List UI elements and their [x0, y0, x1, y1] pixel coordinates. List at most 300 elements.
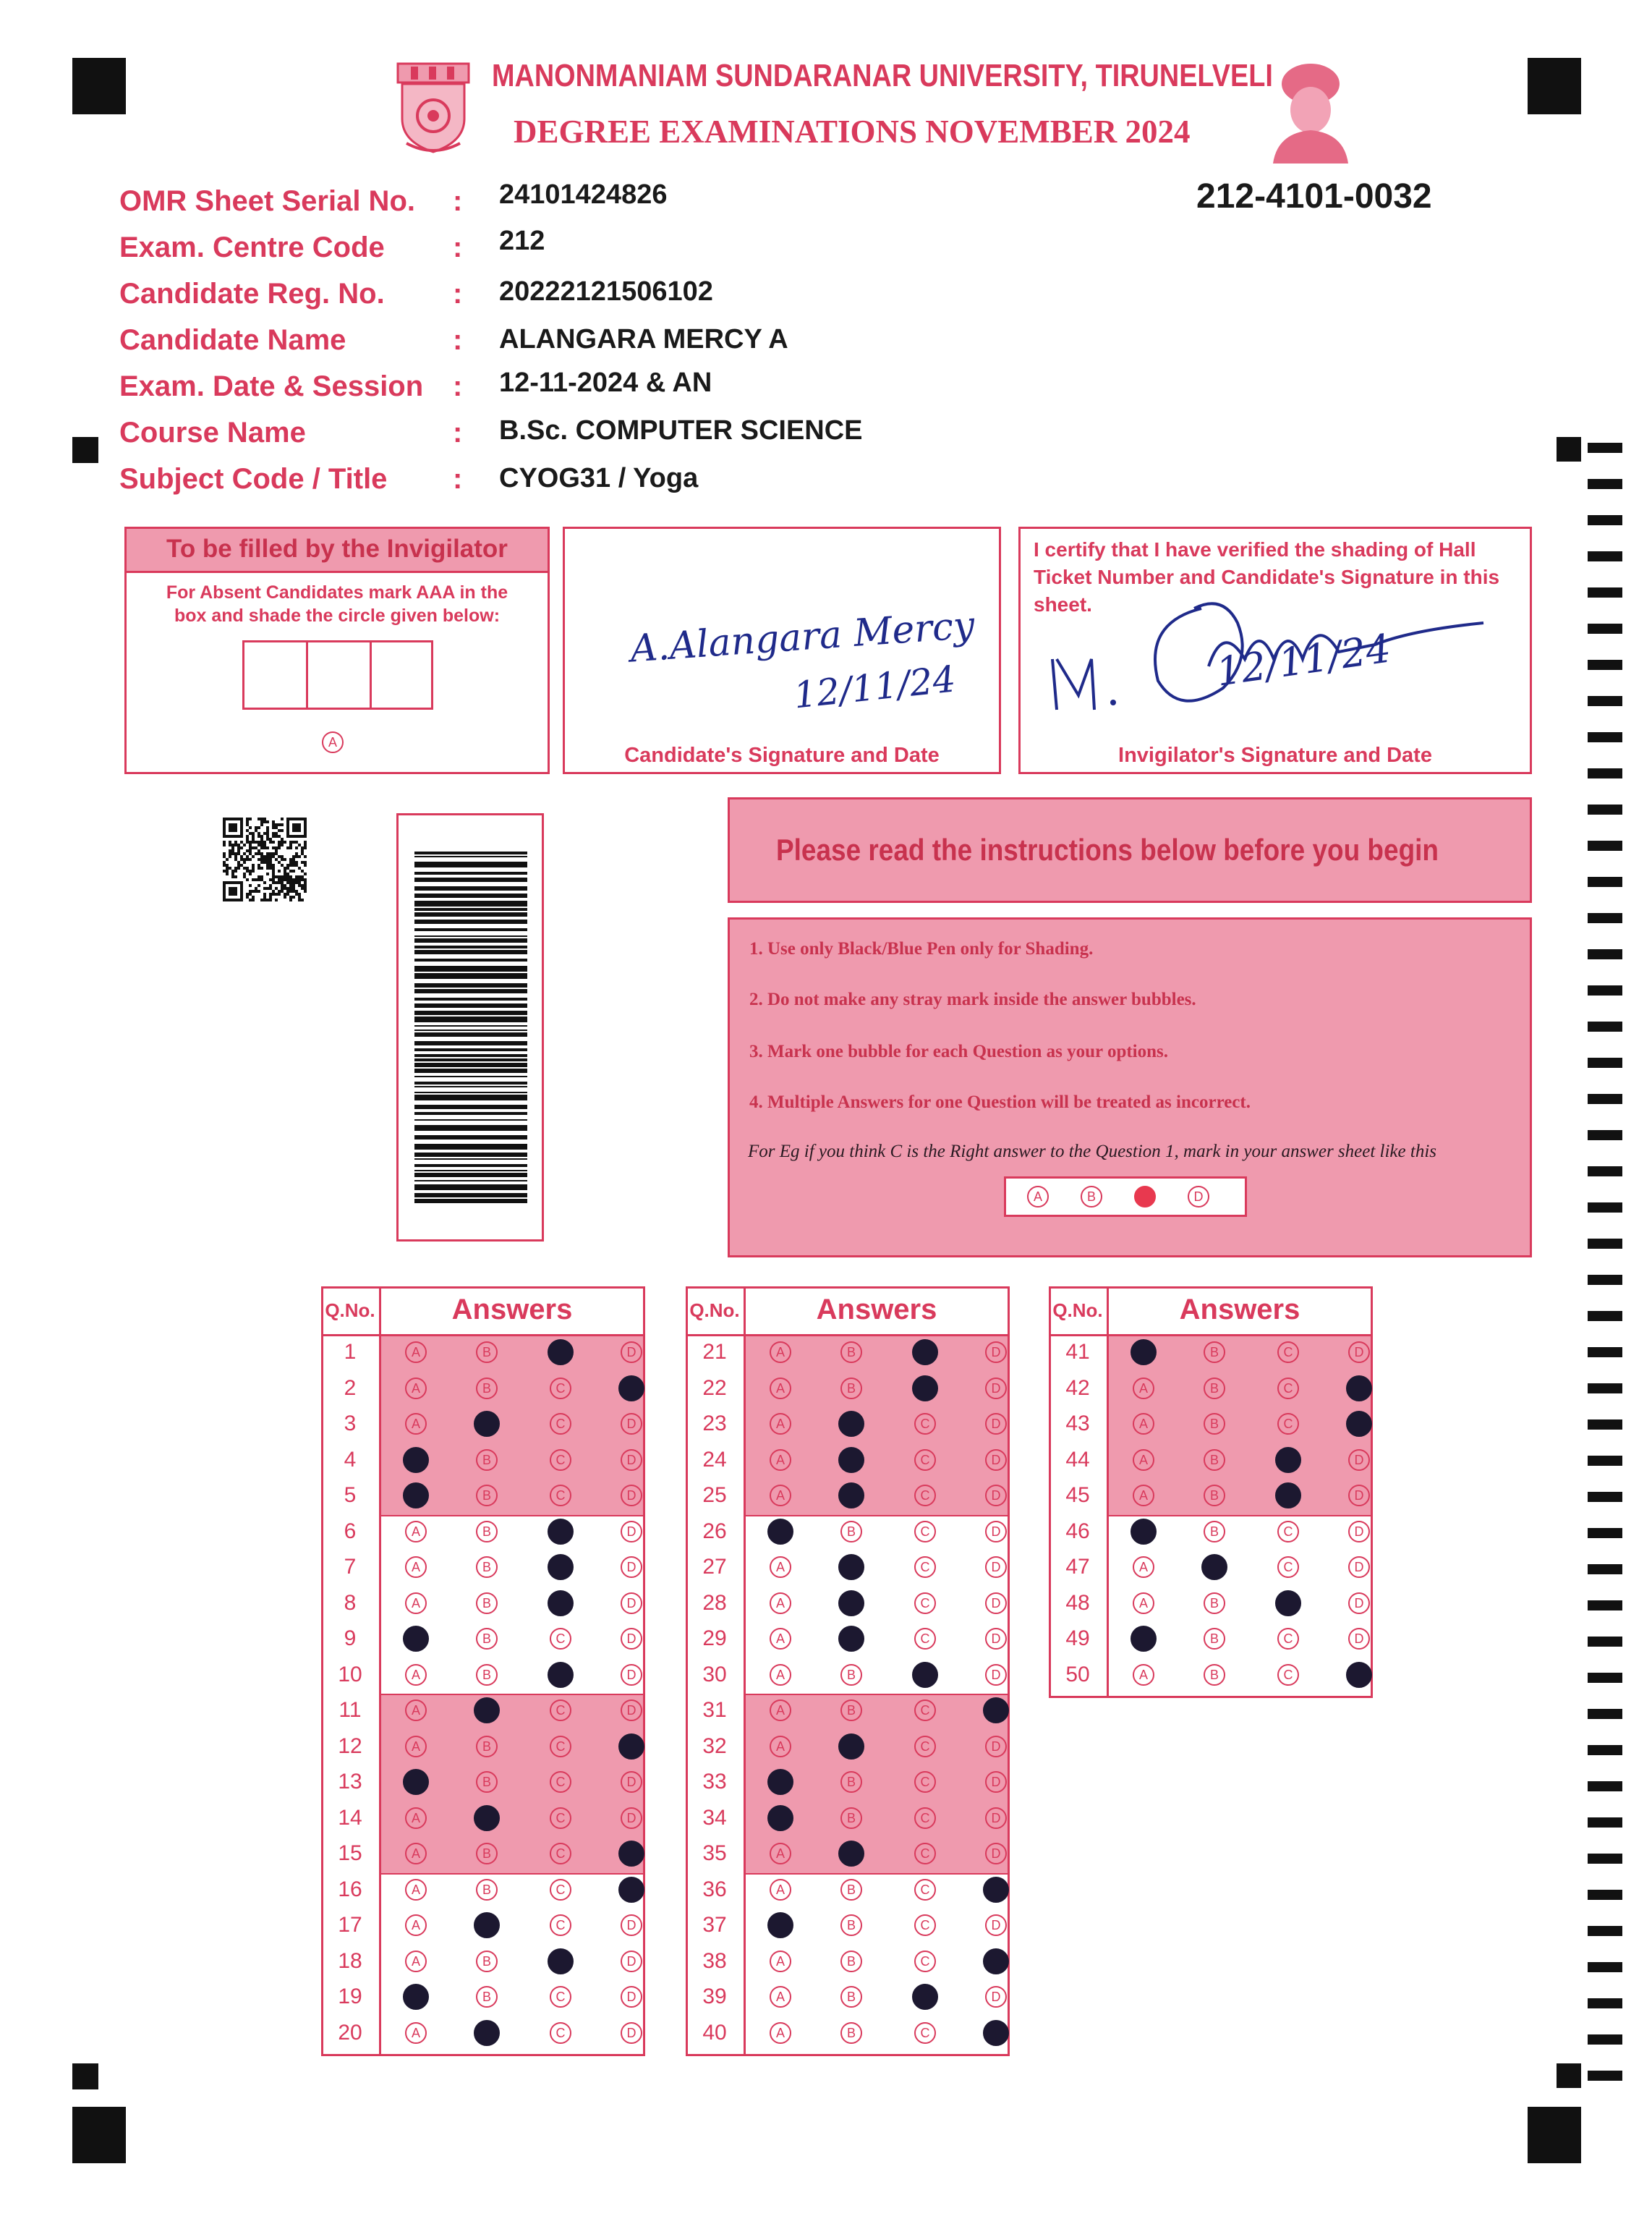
- answer-bubble-b[interactable]: B: [476, 1449, 498, 1471]
- question-number: 47: [1065, 1555, 1090, 1579]
- timing-mark: [1588, 1709, 1622, 1719]
- invigilator-box-title: To be filled by the Invigilator: [166, 535, 508, 563]
- field-value-date-session: 12-11-2024 & AN: [499, 368, 712, 398]
- question-number: 46: [1065, 1519, 1090, 1543]
- answer-bubble-d[interactable]: D: [621, 1449, 642, 1471]
- instructions-title: Please read the instructions below before you begin: [776, 833, 1439, 867]
- answer-bubble-b[interactable]: [474, 1411, 500, 1437]
- answer-bubble-b[interactable]: B: [1204, 1341, 1225, 1363]
- registration-mark-right-top: [1557, 437, 1581, 462]
- answer-bubble-b[interactable]: B: [840, 1914, 862, 1936]
- answer-bubble-b[interactable]: B: [840, 1807, 862, 1829]
- answer-bubble-c[interactable]: [1275, 1590, 1301, 1616]
- answer-bubble-a[interactable]: A: [1133, 1485, 1154, 1506]
- timing-mark: [1588, 515, 1622, 525]
- answer-bubble-d[interactable]: D: [1348, 1341, 1370, 1363]
- answer-bubble-c[interactable]: C: [1277, 1556, 1299, 1578]
- field-value-centre: 212: [499, 226, 545, 256]
- answer-bubble-d[interactable]: D: [985, 1986, 1007, 2008]
- timing-mark: [1588, 479, 1622, 489]
- answer-bubble-c[interactable]: C: [1277, 1341, 1299, 1363]
- timing-mark: [1588, 1383, 1622, 1393]
- answer-bubble-a[interactable]: A: [405, 1807, 427, 1829]
- answer-bubble-b[interactable]: B: [476, 1628, 498, 1650]
- field-label-date-session: Exam. Date & Session: [119, 370, 424, 402]
- timing-mark: [1588, 1745, 1622, 1755]
- answer-bubble-c[interactable]: [548, 1662, 574, 1688]
- answer-bubble-a[interactable]: A: [405, 1556, 427, 1578]
- answer-bubble-a[interactable]: A: [1133, 1378, 1154, 1399]
- answer-bubble-b[interactable]: B: [476, 1592, 498, 1614]
- answer-bubble-b[interactable]: B: [840, 1986, 862, 2008]
- answer-bubble-d[interactable]: D: [985, 1449, 1007, 1471]
- answer-bubble-c[interactable]: C: [1277, 1628, 1299, 1650]
- answer-bubble-c[interactable]: [1275, 1447, 1301, 1473]
- answer-bubble-c[interactable]: [912, 1375, 938, 1401]
- header-divider: [686, 1334, 1010, 1336]
- answer-bubble-a[interactable]: [1131, 1339, 1157, 1365]
- answer-bubble-d[interactable]: [618, 1841, 644, 1867]
- answer-bubble-b[interactable]: [838, 1482, 864, 1508]
- answer-bubble-c[interactable]: C: [914, 1521, 936, 1542]
- question-number: 33: [702, 1770, 727, 1794]
- timing-mark: [1588, 1492, 1622, 1502]
- answer-bubble-d[interactable]: D: [621, 1521, 642, 1542]
- answer-bubble-b[interactable]: B: [476, 1521, 498, 1542]
- answer-bubble-b[interactable]: B: [1204, 1378, 1225, 1399]
- answer-bubble-c[interactable]: C: [914, 1699, 936, 1721]
- answer-bubble-a[interactable]: [767, 1519, 793, 1545]
- answer-bubble-c[interactable]: C: [1277, 1521, 1299, 1542]
- answer-bubble-b[interactable]: B: [840, 2022, 862, 2044]
- field-label-centre: Exam. Centre Code: [119, 232, 385, 263]
- instruction-example: For Eg if you think C is the Right answer to the Question 1, mark in your answer sheet like this: [748, 1142, 1436, 1161]
- answer-bubble-c[interactable]: C: [550, 1378, 571, 1399]
- field-value-serial: 24101424826: [499, 179, 668, 210]
- answer-bubble-d[interactable]: D: [985, 1771, 1007, 1793]
- answer-bubble-b[interactable]: [1201, 1554, 1227, 1580]
- answer-bubble-c[interactable]: C: [914, 1736, 936, 1757]
- answer-bubble-d[interactable]: D: [985, 1413, 1007, 1435]
- answer-bubble-c[interactable]: C: [550, 1807, 571, 1829]
- answer-bubble-a[interactable]: [767, 1805, 793, 1831]
- answer-bubble-a[interactable]: A: [405, 1341, 427, 1363]
- answer-bubble-b[interactable]: B: [476, 1664, 498, 1686]
- instruction-2: 2. Do not make any stray mark inside the answer bubbles.: [749, 990, 1196, 1009]
- answer-bubble-d[interactable]: D: [985, 1628, 1007, 1650]
- answer-bubble-c[interactable]: [912, 1339, 938, 1365]
- answer-bubble-b[interactable]: B: [840, 1664, 862, 1686]
- qno-header: Q.No.: [325, 1299, 375, 1321]
- answer-bubble-c[interactable]: [548, 1339, 574, 1365]
- answer-bubble-d[interactable]: [618, 1375, 644, 1401]
- answer-bubble-b[interactable]: B: [1204, 1664, 1225, 1686]
- answer-bubble-c[interactable]: C: [550, 1413, 571, 1435]
- answer-bubble-c[interactable]: [912, 1984, 938, 2010]
- answer-bubble-b[interactable]: [838, 1626, 864, 1652]
- answer-bubble-a[interactable]: A: [770, 1879, 791, 1901]
- timing-mark: [1588, 1564, 1622, 1574]
- answer-bubble-d[interactable]: D: [1348, 1449, 1370, 1471]
- group-divider: [744, 1515, 1010, 1516]
- exam-title: DEGREE EXAMINATIONS NOVEMBER 2024: [514, 114, 1191, 150]
- answer-bubble-b[interactable]: B: [840, 1879, 862, 1901]
- candidate-signature-caption: Candidate's Signature and Date: [624, 744, 940, 767]
- answer-bubble-a[interactable]: A: [405, 1879, 427, 1901]
- timing-mark: [1588, 2071, 1622, 2081]
- answer-bubble-d[interactable]: D: [621, 1592, 642, 1614]
- answer-bubble-d[interactable]: D: [621, 1664, 642, 1686]
- answer-bubble-d[interactable]: D: [621, 1556, 642, 1578]
- timing-mark: [1588, 1094, 1622, 1104]
- answer-bubble-a[interactable]: A: [770, 1556, 791, 1578]
- candidate-signature-box: [563, 527, 1001, 774]
- answer-bubble-b[interactable]: B: [476, 1771, 498, 1793]
- answer-bubble-c[interactable]: C: [550, 1485, 571, 1506]
- answer-bubble-d[interactable]: D: [1348, 1556, 1370, 1578]
- answer-bubble-b[interactable]: B: [1204, 1449, 1225, 1471]
- answer-bubble-a[interactable]: A: [770, 1699, 791, 1721]
- timing-mark: [1588, 1673, 1622, 1683]
- answer-bubble-b[interactable]: B: [476, 1843, 498, 1864]
- question-number: 4: [344, 1447, 357, 1472]
- answer-bubble-b[interactable]: B: [476, 1736, 498, 1757]
- instruction-1: 1. Use only Black/Blue Pen only for Shading.: [749, 939, 1094, 959]
- answer-bubble-a[interactable]: A: [405, 1521, 427, 1542]
- answer-bubble-c[interactable]: [548, 1590, 574, 1616]
- question-number: 32: [702, 1733, 727, 1758]
- answer-bubble-d[interactable]: D: [621, 1341, 642, 1363]
- field-colon: :: [453, 232, 463, 263]
- answer-bubble-a[interactable]: A: [1133, 1449, 1154, 1471]
- example-bubble-d: D: [1188, 1186, 1209, 1208]
- timing-mark: [1588, 732, 1622, 742]
- absent-bubble[interactable]: A: [322, 731, 344, 753]
- answer-bubble-d[interactable]: D: [985, 1592, 1007, 1614]
- answer-bubble-b[interactable]: B: [476, 1378, 498, 1399]
- answer-bubble-a[interactable]: A: [770, 2022, 791, 2044]
- answer-bubble-d[interactable]: D: [621, 1771, 642, 1793]
- answer-bubble-b[interactable]: [474, 1805, 500, 1831]
- answer-bubble-b[interactable]: B: [1204, 1413, 1225, 1435]
- group-divider: [379, 1694, 645, 1695]
- question-number: 6: [344, 1519, 357, 1543]
- answer-bubble-c[interactable]: C: [914, 1914, 936, 1936]
- answer-bubble-d[interactable]: D: [621, 1951, 642, 1972]
- answer-bubble-d[interactable]: D: [621, 1628, 642, 1650]
- timing-mark: [1588, 1058, 1622, 1068]
- answer-bubble-b[interactable]: B: [476, 1485, 498, 1506]
- answer-bubble-b[interactable]: B: [840, 1341, 862, 1363]
- answer-bubble-a[interactable]: A: [405, 1914, 427, 1936]
- answer-bubble-c[interactable]: C: [550, 1736, 571, 1757]
- registration-mark-right-bottom: [1557, 2063, 1581, 2088]
- column-divider: [379, 1286, 381, 2056]
- answer-bubble-d[interactable]: [618, 1733, 644, 1760]
- answer-bubble-a[interactable]: [1131, 1626, 1157, 1652]
- answer-bubble-a[interactable]: [403, 1626, 429, 1652]
- answer-bubble-a[interactable]: A: [405, 1736, 427, 1757]
- absent-mark-boxes[interactable]: [242, 640, 433, 710]
- answer-bubble-d[interactable]: D: [985, 1664, 1007, 1686]
- answer-bubble-b[interactable]: [838, 1411, 864, 1437]
- timing-mark: [1588, 913, 1622, 923]
- answer-bubble-a[interactable]: A: [770, 1951, 791, 1972]
- answer-bubble-a[interactable]: A: [770, 1628, 791, 1650]
- answer-bubble-c[interactable]: C: [914, 2022, 936, 2044]
- answer-bubble-c[interactable]: C: [914, 1485, 936, 1506]
- question-number: 44: [1065, 1447, 1090, 1472]
- answer-bubble-d[interactable]: D: [985, 1378, 1007, 1399]
- answer-bubble-a[interactable]: [403, 1769, 429, 1795]
- answer-bubble-d[interactable]: D: [621, 1413, 642, 1435]
- timing-mark: [1588, 1528, 1622, 1538]
- question-number: 40: [702, 2020, 727, 2045]
- answer-bubble-a[interactable]: A: [405, 1413, 427, 1435]
- answer-bubble-c[interactable]: [912, 1662, 938, 1688]
- answer-bubble-d[interactable]: [618, 1877, 644, 1903]
- question-number: 41: [1065, 1340, 1090, 1364]
- registration-mark-top-right: [1528, 58, 1581, 114]
- timing-mark: [1588, 841, 1622, 851]
- answer-bubble-a[interactable]: A: [770, 1664, 791, 1686]
- answer-bubble-b[interactable]: B: [1204, 1521, 1225, 1542]
- answer-bubble-c[interactable]: C: [550, 1986, 571, 2008]
- answer-bubble-b[interactable]: B: [840, 1378, 862, 1399]
- instruction-3: 3. Mark one bubble for each Question as your options.: [749, 1042, 1169, 1061]
- answer-bubble-c[interactable]: C: [914, 1556, 936, 1578]
- answer-bubble-a[interactable]: A: [770, 1843, 791, 1864]
- answer-bubble-b[interactable]: [474, 1912, 500, 1938]
- answer-bubble-a[interactable]: A: [770, 1986, 791, 2008]
- answer-bubble-a[interactable]: [767, 1912, 793, 1938]
- field-value-name: ALANGARA MERCY A: [499, 324, 788, 355]
- timing-mark: [1588, 1275, 1622, 1285]
- question-number: 31: [702, 1698, 727, 1722]
- registration-mark-bottom-right: [1528, 2107, 1581, 2163]
- answer-bubble-d[interactable]: [983, 1948, 1009, 1974]
- answer-bubble-a[interactable]: A: [405, 1592, 427, 1614]
- timing-mark: [1588, 1022, 1622, 1032]
- answer-bubble-a[interactable]: A: [770, 1378, 791, 1399]
- answer-bubble-b[interactable]: B: [1204, 1592, 1225, 1614]
- answer-bubble-d[interactable]: D: [985, 1521, 1007, 1542]
- answer-bubble-c[interactable]: C: [550, 1628, 571, 1650]
- answer-bubble-c[interactable]: C: [914, 1843, 936, 1864]
- answer-bubble-b[interactable]: B: [476, 1341, 498, 1363]
- column-divider: [744, 1286, 746, 2056]
- answer-bubble-c[interactable]: [548, 1554, 574, 1580]
- answer-bubble-a[interactable]: A: [770, 1449, 791, 1471]
- university-name: MANONMANIAM SUNDARANAR UNIVERSITY, TIRUNELVELI: [492, 58, 1273, 93]
- answer-bubble-a[interactable]: A: [770, 1736, 791, 1757]
- answer-bubble-b[interactable]: [838, 1447, 864, 1473]
- answer-bubble-c[interactable]: [548, 1519, 574, 1545]
- example-bubble-a: A: [1027, 1186, 1049, 1208]
- answer-bubble-a[interactable]: A: [1133, 1664, 1154, 1686]
- answer-bubble-a[interactable]: [1131, 1519, 1157, 1545]
- field-label-serial: OMR Sheet Serial No.: [119, 185, 415, 217]
- question-number: 34: [702, 1805, 727, 1830]
- answer-bubble-b[interactable]: B: [840, 1699, 862, 1721]
- answer-bubble-a[interactable]: A: [405, 1843, 427, 1864]
- answer-bubble-b[interactable]: [838, 1733, 864, 1760]
- answer-bubble-d[interactable]: D: [985, 1807, 1007, 1829]
- answer-bubble-d[interactable]: D: [621, 1807, 642, 1829]
- answer-bubble-b[interactable]: B: [840, 1771, 862, 1793]
- question-number: 9: [344, 1626, 357, 1650]
- answer-bubble-c[interactable]: C: [550, 1914, 571, 1936]
- answer-bubble-d[interactable]: [983, 1697, 1009, 1723]
- answer-bubble-c[interactable]: C: [914, 1592, 936, 1614]
- answer-bubble-b[interactable]: [838, 1554, 864, 1580]
- qno-header: Q.No.: [1052, 1299, 1103, 1321]
- answer-bubble-b[interactable]: B: [476, 1879, 498, 1901]
- answer-bubble-d[interactable]: D: [621, 1986, 642, 2008]
- answer-bubble-d[interactable]: [1346, 1411, 1372, 1437]
- answer-bubble-a[interactable]: A: [770, 1485, 791, 1506]
- answer-bubble-d[interactable]: [983, 1877, 1009, 1903]
- answer-bubble-c[interactable]: C: [914, 1951, 936, 1972]
- answer-bubble-b[interactable]: B: [840, 1521, 862, 1542]
- answer-bubble-c[interactable]: C: [914, 1807, 936, 1829]
- answer-bubble-c[interactable]: C: [914, 1449, 936, 1471]
- timing-mark: [1588, 660, 1622, 670]
- example-bubble-b: B: [1081, 1186, 1102, 1208]
- answer-bubble-c[interactable]: [1275, 1482, 1301, 1508]
- answer-bubble-d[interactable]: [983, 2020, 1009, 2046]
- timing-mark: [1588, 1600, 1622, 1610]
- header-divider: [321, 1334, 645, 1336]
- field-colon: :: [453, 417, 463, 449]
- answer-bubble-c[interactable]: C: [550, 1449, 571, 1471]
- answer-bubble-c[interactable]: C: [1277, 1378, 1299, 1399]
- example-bubble-c: [1134, 1186, 1156, 1208]
- answer-bubble-b[interactable]: B: [476, 1986, 498, 2008]
- timing-mark: [1588, 768, 1622, 778]
- answer-bubble-a[interactable]: A: [1133, 1592, 1154, 1614]
- answer-bubble-a[interactable]: A: [1133, 1413, 1154, 1435]
- answer-bubble-a[interactable]: A: [405, 1951, 427, 1972]
- question-number: 39: [702, 1985, 727, 2008]
- question-number: 49: [1065, 1626, 1090, 1650]
- answer-bubble-d[interactable]: [1346, 1662, 1372, 1688]
- answer-bubble-d[interactable]: D: [1348, 1628, 1370, 1650]
- answer-bubble-a[interactable]: A: [405, 1378, 427, 1399]
- group-divider: [744, 1694, 1010, 1695]
- field-value-reg-no: 20222121506102: [499, 276, 713, 307]
- answer-bubble-b[interactable]: B: [1204, 1628, 1225, 1650]
- question-number: 16: [338, 1877, 362, 1901]
- timing-mark: [1588, 1239, 1622, 1249]
- question-number: 12: [338, 1733, 362, 1758]
- answer-bubble-d[interactable]: D: [1348, 1485, 1370, 1506]
- answer-bubble-d[interactable]: D: [621, 1699, 642, 1721]
- answer-bubble-d[interactable]: D: [985, 1843, 1007, 1864]
- answer-bubble-b[interactable]: [474, 2020, 500, 2046]
- answer-bubble-c[interactable]: C: [914, 1771, 936, 1793]
- timing-mark: [1588, 443, 1622, 453]
- candidate-signature: A.Alangara Mercy: [629, 603, 976, 671]
- answer-bubble-c[interactable]: C: [550, 2022, 571, 2044]
- answer-bubble-d[interactable]: D: [1348, 1592, 1370, 1614]
- answer-bubble-a[interactable]: [403, 1482, 429, 1508]
- barcode-box: [396, 813, 544, 1242]
- answer-bubble-a[interactable]: [767, 1769, 793, 1795]
- timing-mark: [1588, 1817, 1622, 1828]
- timing-mark: [1588, 1781, 1622, 1791]
- answer-bubble-d[interactable]: D: [621, 1914, 642, 1936]
- question-number: 13: [338, 1770, 362, 1794]
- answer-bubble-c[interactable]: C: [914, 1413, 936, 1435]
- question-number: 48: [1065, 1590, 1090, 1615]
- answer-bubble-c[interactable]: C: [1277, 1664, 1299, 1686]
- answer-bubble-a[interactable]: A: [405, 1664, 427, 1686]
- answer-bubble-d[interactable]: D: [621, 1485, 642, 1506]
- answer-bubble-c[interactable]: C: [550, 1771, 571, 1793]
- answer-bubble-a[interactable]: A: [770, 1592, 791, 1614]
- group-divider: [744, 1873, 1010, 1875]
- answer-bubble-b[interactable]: B: [1204, 1485, 1225, 1506]
- answer-bubble-c[interactable]: C: [1277, 1413, 1299, 1435]
- answer-bubble-c[interactable]: [548, 1948, 574, 1974]
- answer-bubble-d[interactable]: D: [621, 2022, 642, 2044]
- answer-bubble-c[interactable]: C: [550, 1843, 571, 1864]
- question-number: 42: [1065, 1375, 1090, 1400]
- question-number: 8: [344, 1590, 357, 1615]
- answer-bubble-c[interactable]: C: [914, 1628, 936, 1650]
- timing-mark: [1588, 1890, 1622, 1900]
- answer-bubble-b[interactable]: B: [840, 1951, 862, 1972]
- answer-bubble-b[interactable]: B: [476, 1951, 498, 1972]
- answer-bubble-a[interactable]: [403, 1984, 429, 2010]
- answer-bubble-c[interactable]: C: [550, 1879, 571, 1901]
- barcode: [414, 852, 527, 1206]
- answer-bubble-d[interactable]: D: [985, 1736, 1007, 1757]
- answer-bubble-b[interactable]: [474, 1697, 500, 1723]
- qr-code: [223, 818, 307, 901]
- sheet-code: 212-4101-0032: [1196, 177, 1432, 216]
- answer-bubble-d[interactable]: D: [1348, 1521, 1370, 1542]
- timing-mark: [1588, 1130, 1622, 1140]
- answer-bubble-d[interactable]: [1346, 1375, 1372, 1401]
- answer-bubble-c[interactable]: C: [914, 1879, 936, 1901]
- answer-bubble-a[interactable]: [403, 1447, 429, 1473]
- answer-bubble-b[interactable]: B: [476, 1556, 498, 1578]
- answer-bubble-d[interactable]: D: [985, 1485, 1007, 1506]
- answer-bubble-b[interactable]: [838, 1590, 864, 1616]
- field-label-course: Course Name: [119, 417, 306, 449]
- answer-bubble-d[interactable]: D: [985, 1556, 1007, 1578]
- question-number: 37: [702, 1913, 727, 1937]
- question-number: 27: [702, 1555, 727, 1579]
- question-number: 19: [338, 1985, 362, 2008]
- question-number: 29: [702, 1626, 727, 1650]
- answer-bubble-d[interactable]: D: [985, 1341, 1007, 1363]
- answer-bubble-b[interactable]: [838, 1841, 864, 1867]
- answer-bubble-c[interactable]: C: [550, 1699, 571, 1721]
- column-divider: [1107, 1286, 1109, 1698]
- answer-bubble-d[interactable]: D: [985, 1914, 1007, 1936]
- answer-bubble-a[interactable]: A: [405, 2022, 427, 2044]
- answer-bubble-a[interactable]: A: [770, 1413, 791, 1435]
- answer-bubble-a[interactable]: A: [770, 1341, 791, 1363]
- answer-bubble-a[interactable]: A: [1133, 1556, 1154, 1578]
- question-number: 50: [1065, 1662, 1090, 1686]
- field-colon: :: [453, 463, 463, 495]
- answer-bubble-a[interactable]: A: [405, 1699, 427, 1721]
- university-emblem: [396, 62, 470, 156]
